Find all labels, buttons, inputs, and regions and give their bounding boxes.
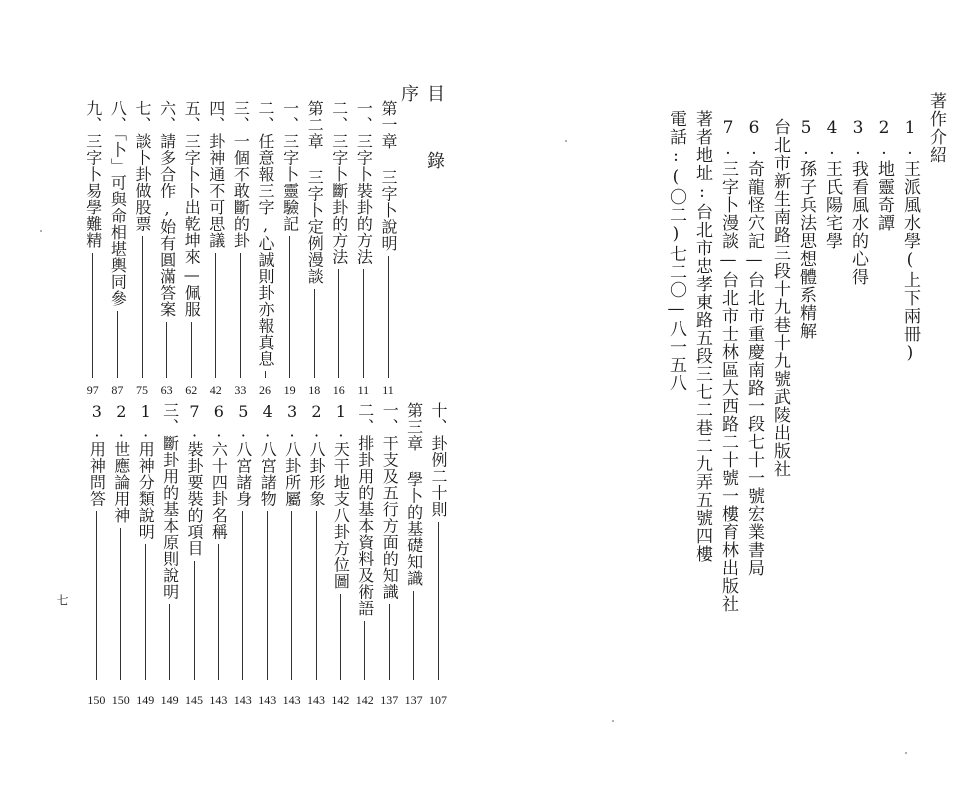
toc-page-number: 145	[185, 693, 203, 707]
toc-leader-line	[145, 544, 146, 680]
toc-page-number: 137	[380, 693, 399, 707]
scan-speck	[905, 752, 907, 754]
toc-leader-line	[215, 253, 216, 379]
toc-entry-title: 一、三字卜裝卦的方法	[354, 100, 374, 265]
toc-page-number: 62	[185, 383, 198, 397]
toc-entry-title: 1.天干地支八卦方位圖	[331, 402, 351, 590]
toc-entry	[130, 100, 154, 382]
toc-leader-line	[191, 322, 192, 379]
toc-page-number: 19	[283, 383, 296, 397]
toc-page-number: 11	[357, 383, 370, 397]
toc-leader-line	[92, 253, 93, 379]
toc-leader-line	[364, 621, 365, 681]
toc-leader-line	[218, 544, 219, 680]
toc-leader-line	[340, 594, 341, 681]
toc-entry	[302, 100, 326, 382]
toc-leader-line	[389, 604, 390, 680]
works-item-5: 5.孫子兵法思想體系精解	[796, 118, 816, 340]
toc-leader-line	[242, 511, 243, 680]
toc-page-number: 16	[332, 383, 345, 397]
toc-entry	[231, 402, 255, 684]
works-item-3: 3.我看風水的心得	[848, 118, 868, 286]
toc-entry	[351, 100, 375, 382]
toc-entry-title: 5.八宮諸身	[233, 402, 253, 507]
toc-leader-line	[314, 289, 315, 379]
toc-page-number: 97	[86, 383, 99, 397]
toc-entry	[327, 100, 351, 382]
toc-entry-title: 3.八卦所屬	[282, 402, 302, 507]
toc-entry	[179, 100, 203, 382]
toc-entry	[377, 402, 401, 684]
author-phone: 電話:(〇二)七二〇—八一五八	[666, 110, 686, 392]
toc-entry	[133, 402, 157, 684]
toc-entry	[182, 402, 206, 684]
toc-entry-title: 六、請多合作,始有圓滿答案	[157, 100, 177, 318]
toc-entry	[109, 402, 133, 684]
toc-entry	[402, 402, 426, 684]
toc-page-number: 143	[209, 693, 228, 707]
toc-page-number: 75	[136, 383, 148, 397]
toc-entry	[376, 100, 400, 382]
toc-entry	[304, 402, 328, 684]
toc-page-number: 26	[259, 383, 271, 397]
toc-page-number: 42	[209, 383, 222, 397]
toc-page-number: 143	[258, 693, 277, 707]
toc-entry	[328, 402, 352, 684]
toc-entry-title: 3.用神問答	[87, 402, 107, 507]
toc-leader-line	[438, 522, 439, 681]
toc-entry-title: 三、一個不敢斷的卦	[231, 100, 251, 249]
toc-leader-line	[166, 322, 167, 379]
toc-entry-title: 1.用神分類說明	[136, 402, 156, 540]
toc-entry	[105, 100, 129, 382]
toc-entry-title: 一、干支及五行方面的知識	[380, 402, 400, 600]
works-item-4: 4.王氏陽宅學	[822, 118, 842, 250]
toc-entry-title: 九、三字卜易學難精	[83, 100, 103, 249]
toc-page-number: 18	[308, 383, 321, 397]
toc-entry	[81, 100, 105, 382]
works-item-5-publisher: 台北市新生南路三段十九巷十九號武陵出版社	[770, 118, 790, 478]
toc-entry-title: 7.裝卦要裝的項目	[185, 402, 204, 557]
page-folio: 七	[55, 594, 69, 606]
toc-page-number: 143	[233, 693, 252, 707]
toc-leader-line	[338, 269, 339, 378]
toc-entry-title: 第二章 三字卜定例漫談	[305, 100, 325, 285]
toc-entry-title: 四、卦神通不可思議	[206, 100, 226, 249]
toc-leader-line	[142, 236, 143, 378]
toc-entry	[228, 100, 252, 382]
works-item-2: 2.地靈奇譚	[874, 118, 894, 232]
toc-entry-title: 第三章 學卜的基礎知識	[404, 402, 424, 587]
toc-entry	[278, 100, 302, 382]
toc-entry	[426, 402, 450, 684]
toc-page-number: 107	[429, 693, 447, 707]
scan-speck	[612, 720, 614, 722]
toc-page-number: 33	[234, 383, 247, 397]
toc-entry	[253, 100, 277, 382]
toc-entry-title: 6.六十四卦名稱	[209, 402, 229, 540]
toc-entry	[158, 402, 182, 684]
toc-entry	[206, 402, 230, 684]
toc-page-number: 142	[355, 693, 374, 707]
toc-entry-title: 五、三字卜卜出乾坤來—佩服	[182, 100, 202, 318]
toc-leader-line	[291, 511, 292, 680]
toc-leader-line	[194, 561, 195, 681]
toc-entry-title: 七、談卜卦做股票	[133, 100, 152, 232]
toc-entry-title: 十、卦例二十則	[429, 402, 448, 518]
toc-entry	[155, 100, 179, 382]
toc-page-number: 63	[160, 383, 173, 397]
toc-leader-line	[289, 236, 290, 378]
toc-leader-line	[413, 591, 414, 681]
toc-entry	[255, 402, 279, 684]
scan-speck	[565, 140, 567, 142]
toc-entry	[84, 402, 108, 684]
toc-entry-title: 八、「卜」可與命相堪輿同參	[108, 100, 128, 307]
works-item-1: 1.王派風水學(上下兩冊)	[900, 118, 920, 364]
toc-page-number: 143	[307, 693, 325, 707]
toc-title: 目 錄	[424, 84, 445, 183]
toc-leader-line	[117, 311, 118, 379]
toc-entry-title: 二、排卦用的基本資料及術語	[355, 402, 375, 617]
toc-leader-line	[96, 511, 97, 680]
toc-entry	[280, 402, 304, 684]
toc-leader-line	[388, 256, 389, 379]
toc-page-number: 149	[160, 693, 179, 707]
author-address: 著者地址:台北市忠孝東路五段三七二巷二九弄五號四樓	[692, 110, 712, 563]
works-item-7: 7.三字卜漫談—台北市士林區大西路二十號一樓育林出版社	[718, 118, 738, 613]
toc-entry-title: 2.八卦形象	[307, 402, 326, 507]
scan-speck	[40, 230, 42, 232]
toc-page-number: 143	[282, 693, 301, 707]
toc-page-number: 150	[87, 693, 106, 707]
toc-entry-title: 4.八宮諸物	[258, 402, 278, 507]
toc-page-number: 87	[111, 383, 124, 397]
toc-entry	[353, 402, 377, 684]
toc-entry-title: 一、三字卜靈驗記	[280, 100, 300, 232]
works-item-6: 6.奇龍怪穴記—台北市重慶南路一段七十一號宏業書局	[744, 118, 764, 577]
toc-preface: 序	[398, 84, 419, 103]
toc-entry-title: 二、任意報三字,心誠則卦亦報真息	[256, 100, 275, 367]
toc-leader-line	[120, 528, 121, 681]
toc-leader-line	[169, 604, 170, 680]
toc-page-number: 149	[136, 693, 155, 707]
toc-entry	[204, 100, 228, 382]
toc-page-number: 150	[111, 693, 130, 707]
toc-page-number: 11	[382, 383, 394, 397]
toc-leader-line	[316, 511, 317, 680]
toc-entry-title: 二、三字卜斷卦的方法	[329, 100, 349, 265]
toc-page-number: 142	[331, 693, 350, 707]
toc-page-number: 137	[404, 693, 423, 707]
toc-leader-line	[265, 371, 266, 378]
toc-entry-title: 2.世應論用神	[111, 402, 131, 524]
toc-entry-title: 第一章 三字卜說明	[379, 100, 398, 252]
toc-leader-line	[267, 511, 268, 680]
toc-entry-title: 三、斷卦用的基本原則說明	[160, 402, 180, 600]
toc-leader-line	[240, 253, 241, 379]
works-heading: 著作介紹	[926, 92, 946, 164]
toc-leader-line	[363, 269, 364, 378]
